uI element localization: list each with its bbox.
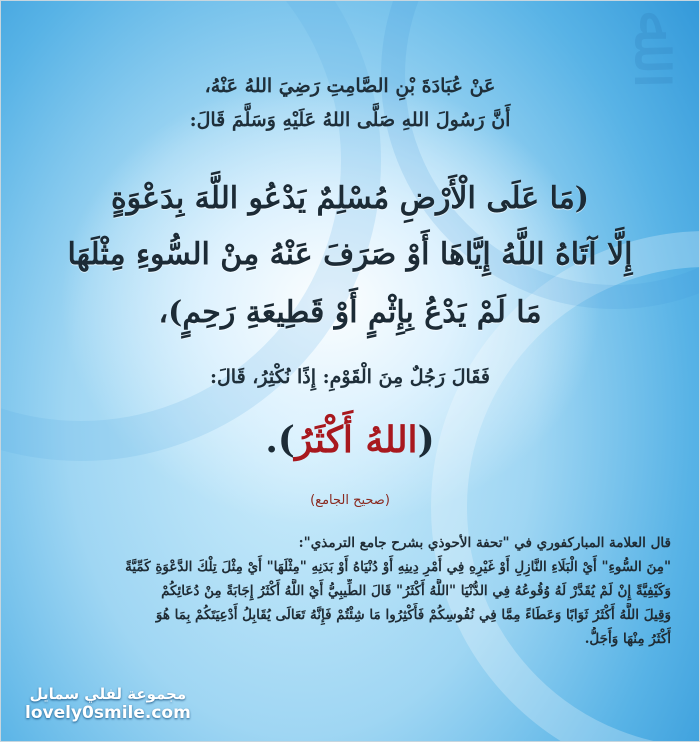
watermark-arabic: مجموعة لفلي سمايل: [29, 685, 187, 703]
commentary-line: وَكَيْفِيَّةً إِنْ لَمْ يُقَدَّرْ لَهُ وُقُوعُهُ فِي الدُّنْيَا "اللَّهُ أَكْثَرُ" قَالَ الطِّيبِيُّ أَيْ اللَّهُ أَكْثَرُ إِجَابَةً مِنْ دُعَائِكُمْ: [161, 583, 671, 599]
commentary: [29, 531, 671, 651]
quote-open: (: [417, 419, 435, 461]
commentary-line: "مِنَ السُّوءِ" أَيْ الْبَلَاءِ النَّازِلِ أَوْ غَيْرِهِ فِي أَمْرِ دِينِهِ أَوْ دُنْيَاهُ أَوْ بَدَنِهِ "مِثْلَهَا" أَيْ مِثْلَ تِلْكَ الدَّعْوَةِ كَمِّيَّةً: [125, 559, 671, 575]
hadith-line-3: مَا لَمْ يَدْعُ بِإِثْمٍ أَوْ قَطِيعَةِ رَحِمٍ)،: [158, 295, 542, 330]
source-label: (صحيح الجامع): [310, 493, 390, 508]
commentary-line: أَكْثَرُ مِنْهَا وَأَجَلُّ.: [584, 631, 671, 647]
commentary-line: قال العلامة المباركفوري في "تحفة الأحوذي بشرح جامع الترمذي":: [298, 535, 671, 551]
narration-line-2: أَنَّ رَسُولَ اللهِ صَلَّى اللهُ عَلَيْهِ وَسَلَّمَ قَالَ:: [189, 109, 511, 131]
hadith-line-2: إِلَّا آتَاهُ اللَّهُ إِيَّاهَا أَوْ صَرَفَ عَنْهُ مِنْ السُّوءِ مِثْلَهَا: [67, 237, 633, 272]
decorative-swirl: [0, 0, 381, 461]
dialogue-line: فَقَالَ رَجُلٌ مِنَ الْقَوْمِ: إِذًا نُكْثِرُ، قَالَ:: [209, 366, 491, 388]
narration-line-1: عَنْ عُبَادَةَ بْنِ الصَّامِتِ رَضِيَ اللهُ عَنْهُ،: [204, 75, 496, 97]
quote-text: اللهُ أَكْثَرُ: [294, 419, 418, 461]
hadith-line-1: (مَا عَلَى الْأَرْضِ مُسْلِمٌ يَدْعُو اللَّهَ بِدَعْوَةٍ: [110, 181, 590, 216]
commentary-line: وَقِيلَ اللَّهُ أَكْثَرُ ثَوَابًا وَعَطَاءً مِمَّا فِي نُفُوسِكُمْ فَأَكْثِرُوا مَا شِئْتُمْ فَإِنَّهُ تَعَالَى يُقَابِلُ أَدْعِيَتَكُمْ بِمَا هُوَ: [155, 607, 671, 623]
quote-line: [31, 419, 669, 461]
decorative-calligraphy: ﷲ: [619, 11, 693, 49]
quote-close: ).: [265, 419, 295, 461]
watermark-url: lovely0smile.com: [25, 703, 191, 723]
site-watermark: [25, 685, 191, 723]
